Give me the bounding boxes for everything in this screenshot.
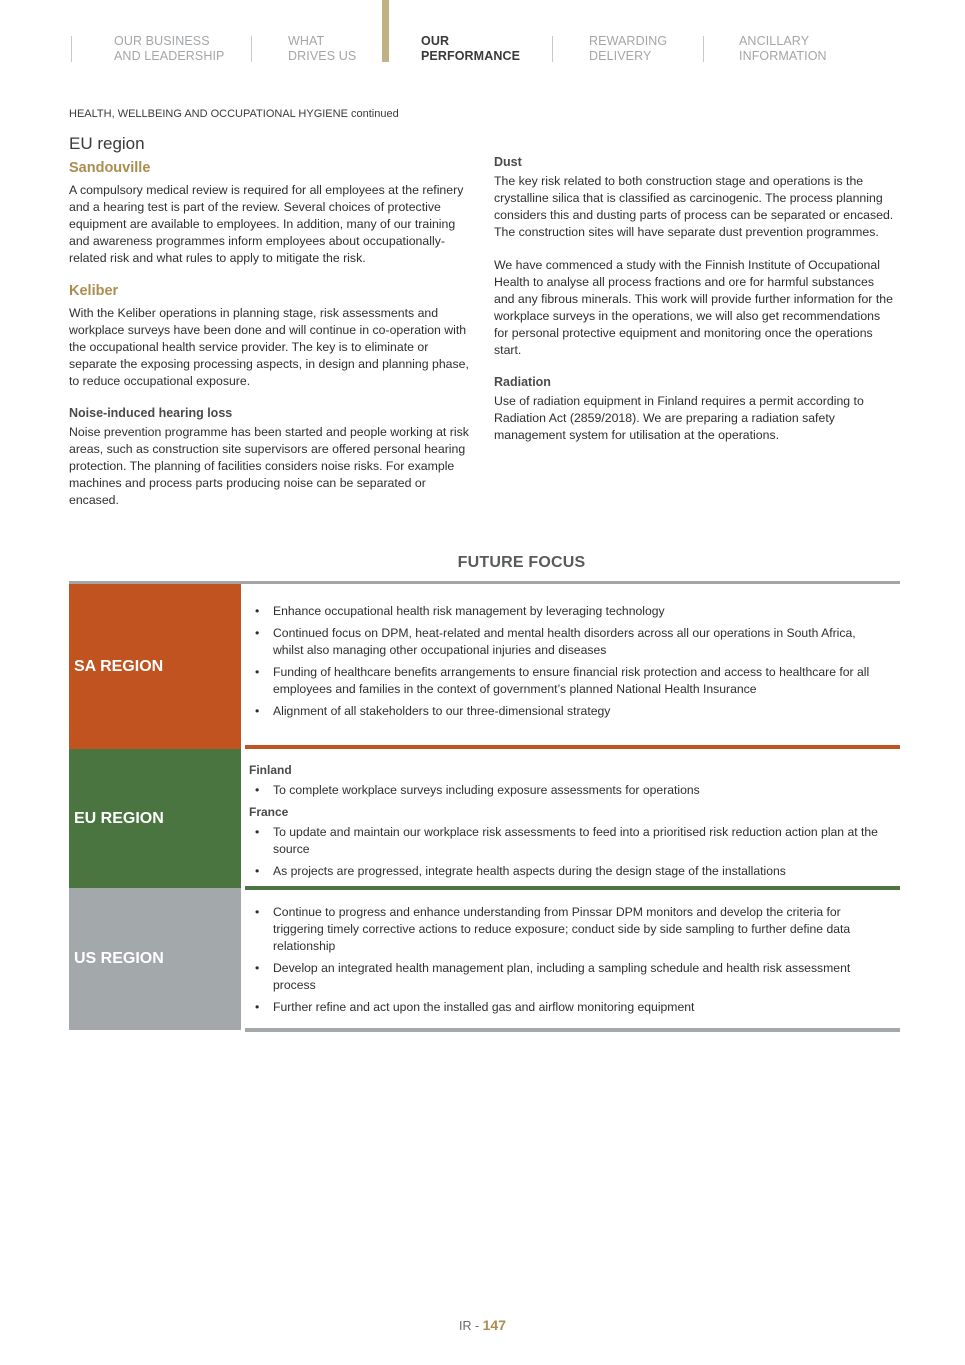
finland-label: Finland xyxy=(249,763,292,777)
nav-item-label: DELIVERY xyxy=(589,49,652,63)
us-region-content xyxy=(249,904,889,1021)
us-region-label xyxy=(69,888,241,1030)
nav-item-label: WHAT xyxy=(288,34,325,48)
list-item: • Continued focus on DPM, heat-related and mental health disorders across all our operations in South Africa, whilst also managing other occupational injuries and diseases xyxy=(249,625,889,659)
list-item: • As projects are progressed, integrate health aspects during the design stage of the installations xyxy=(249,863,889,880)
region-label-text: EU REGION xyxy=(74,809,164,827)
left-column xyxy=(69,134,471,525)
nav-item-label: OUR xyxy=(421,34,450,48)
nav-item-label: PERFORMANCE xyxy=(421,49,521,63)
nav-item-rewarding-delivery[interactable] xyxy=(589,34,667,64)
dust-heading: Dust xyxy=(494,155,522,169)
region-label-text: US REGION xyxy=(74,950,164,967)
nav-item-label: INFORMATION xyxy=(739,49,827,63)
sa-region-label xyxy=(69,584,241,749)
nav-item-label: DRIVES US xyxy=(288,49,357,63)
list-item: • To update and maintain our workplace risk assessments to feed into a prioritised risk reduction action plan at the source xyxy=(249,824,889,858)
radiation-heading: Radiation xyxy=(494,375,551,389)
nav-item-our-performance[interactable] xyxy=(421,34,520,64)
sa-region-list xyxy=(249,603,889,720)
sandouville-paragraph: A compulsory medical review is required for all employees at the refinery and a hearing test is part of the review. Several choices of protective equipment are available to employees. In addition, many of our training and awareness programmes inform employees about occupationally-related risk and what rules to apply to mitigate the risk. xyxy=(69,183,464,265)
nav-item-label: OUR BUSINESS xyxy=(114,34,210,48)
top-navigation xyxy=(0,0,965,70)
nav-item-label: AND LEADERSHIP xyxy=(114,49,225,63)
sa-region-rule xyxy=(245,745,900,749)
page-number-value: 147 xyxy=(482,1317,506,1333)
list-item: • Further refine and act upon the installed gas and airflow monitoring equipment xyxy=(249,999,889,1016)
nav-separator xyxy=(703,36,704,62)
nav-separator xyxy=(251,36,252,62)
list-item: • Funding of healthcare benefits arrangements to ensure financial risk protection and access to healthcare for all employees and families in the context of government’s planned National Health Insurance xyxy=(249,664,889,698)
nav-separator xyxy=(552,36,553,62)
france-list xyxy=(249,824,889,880)
list-item: • Continue to progress and enhance understanding from Pinssar DPM monitors and develop the criteria for triggering timely corrective actions to reduce exposure; conduct side by side sampling to further define data relationship xyxy=(249,904,889,955)
list-item: • Alignment of all stakeholders to our three-dimensional strategy xyxy=(249,703,889,720)
dust-paragraph: The key risk related to both construction stage and operations is the crystalline silica that is classified as carcinogenic. The process planning considers this and dusting parts of process can be separated or encased. The construction sites will have separate dust prevention programmes. xyxy=(494,174,894,239)
eu-region-content xyxy=(249,762,889,885)
eu-region-rule xyxy=(245,886,900,890)
nav-item-label: REWARDING xyxy=(589,34,668,48)
sandouville-heading: Sandouville xyxy=(69,160,151,176)
radiation-paragraph: Use of radiation equipment in Finland requires a permit according to Radiation Act (2859/2018). We are preparing a radiation safety management system for utilisation at the operations. xyxy=(494,394,864,442)
nav-separator xyxy=(71,36,72,62)
active-section-indicator xyxy=(382,0,389,62)
list-item: • Enhance occupational health risk management by leveraging technology xyxy=(249,603,889,620)
region-label-text: SA REGION xyxy=(74,657,164,675)
nav-item-ancillary-information[interactable] xyxy=(739,34,827,64)
list-item: • To complete workplace surveys including exposure assessments for operations xyxy=(249,782,889,799)
list-item: • Develop an integrated health management plan, including a sampling schedule and health risk assessment process xyxy=(249,960,889,994)
finland-list xyxy=(249,782,889,799)
page-number xyxy=(0,1317,965,1333)
noise-heading: Noise-induced hearing loss xyxy=(69,406,233,420)
nav-item-what-drives-us[interactable] xyxy=(288,34,356,64)
future-focus-title: FUTURE FOCUS xyxy=(457,554,586,571)
running-head: HEALTH, WELLBEING AND OCCUPATIONAL HYGIENE continued xyxy=(69,108,399,120)
keliber-heading: Keliber xyxy=(69,283,119,299)
nav-item-our-business[interactable] xyxy=(114,34,224,64)
keliber-paragraph: With the Keliber operations in planning stage, risk assessments and workplace surveys have been done and will continue in co-operation with the occupational health service provider. The key is to eliminate or separate the exposing processing aspects, in design and planning phase, to reduce occupational exposure. xyxy=(69,306,469,388)
section-title: EU region xyxy=(69,134,145,153)
france-label: France xyxy=(249,805,289,819)
nav-item-label: ANCILLARY xyxy=(739,34,810,48)
us-region-rule xyxy=(245,1028,900,1032)
eu-region-label xyxy=(69,749,241,888)
us-region-list xyxy=(249,904,889,1016)
noise-paragraph: Noise prevention programme has been started and people working at risk areas, such as construction site supervisors are offered personal hearing protection. The planning of facilities considers noise risks. For example machines and process parts producing noise can be separated or encased. xyxy=(69,425,469,507)
page-number-prefix: IR - xyxy=(459,1319,483,1333)
dust-study-paragraph: We have commenced a study with the Finnish Institute of Occupational Health to analyse all process fractions and ore for harmful substances and any fibrous minerals. This work will provide further information for the workplace surveys in the operations, we will also get recommendations for personal protective equipment and monitoring once the operations start. xyxy=(494,258,893,357)
sa-region-content xyxy=(249,603,889,725)
right-column xyxy=(494,155,896,460)
